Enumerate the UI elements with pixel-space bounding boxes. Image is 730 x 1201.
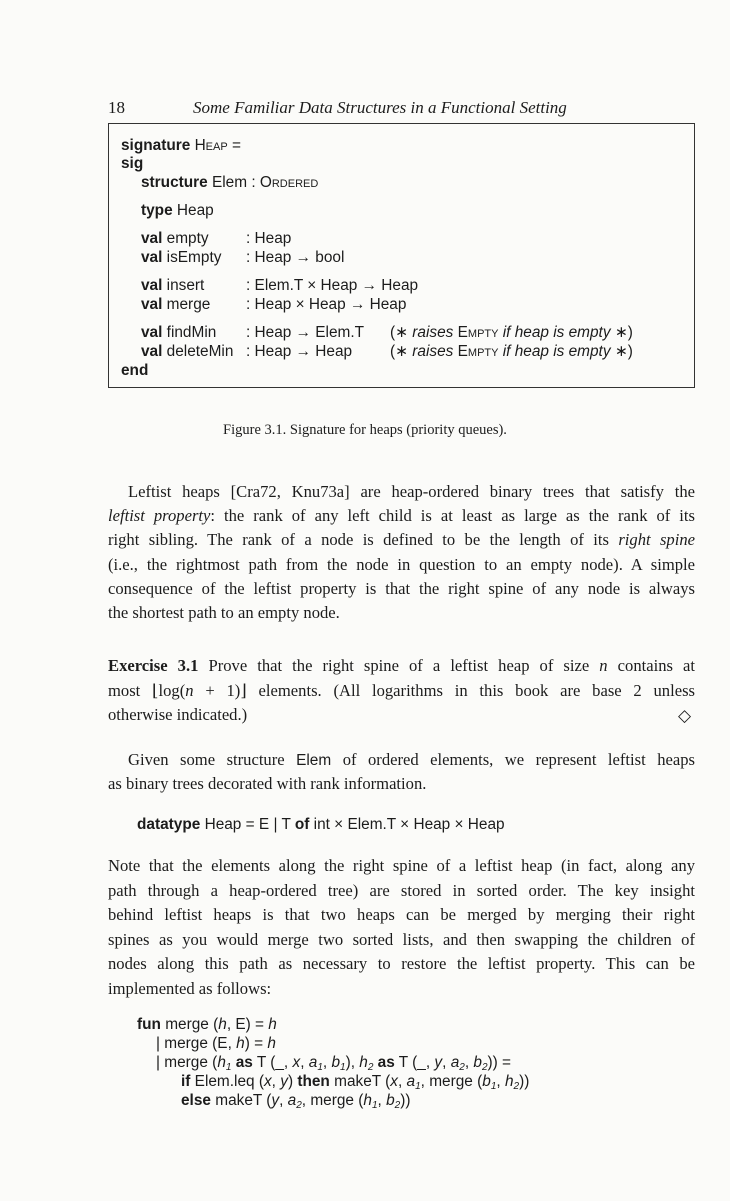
text-segment: raises (412, 324, 458, 341)
text-line (108, 705, 247, 725)
text-segment: signature (121, 137, 191, 154)
text-segment: a (287, 1092, 297, 1109)
text-segment: right spine (618, 530, 695, 549)
code-line (137, 1014, 277, 1034)
text-segment: contains at (607, 656, 695, 675)
text-segment: Elem : (207, 174, 260, 191)
text-segment: )) = (487, 1054, 512, 1071)
running-title: Some Familiar Data Structures in a Functional Setting (193, 98, 567, 117)
text-segment: nodes along this path as necessary to restore the leftist property. This can be (108, 954, 695, 973)
text-segment: 1 (225, 1062, 232, 1073)
text-segment: | merge (E, (156, 1035, 237, 1052)
text-segment: Exercise 3.1 (108, 656, 199, 675)
text-segment: int × Elem.T × Heap × Heap (309, 816, 505, 833)
text-segment: : Heap (246, 230, 292, 247)
code-line (246, 295, 406, 314)
text-segment: else (181, 1092, 211, 1109)
text-line (108, 530, 695, 550)
text-segment: the shortest path to an empty node. (108, 603, 340, 622)
text-segment: h (218, 1016, 227, 1033)
text-segment: : Heap × Heap → Heap (246, 296, 407, 313)
text-segment: end (121, 362, 149, 379)
text-segment: , (377, 1092, 387, 1109)
text-segment: n (185, 681, 194, 700)
text-segment: as (377, 1054, 395, 1071)
text-line (108, 881, 695, 900)
text-segment: val (141, 249, 163, 266)
text-segment: , (300, 1054, 309, 1071)
text-segment: Heap (172, 202, 214, 219)
text-segment: = (227, 137, 241, 154)
code-line (246, 323, 364, 342)
code-line (121, 154, 143, 173)
code-line (156, 1033, 276, 1053)
text-segment: b (482, 1073, 491, 1090)
text-segment: raises (412, 343, 458, 360)
text-line (108, 856, 695, 875)
text-segment: Given some structure (128, 750, 297, 769)
code-line (246, 229, 291, 248)
text-segment: ), (345, 1054, 360, 1071)
text-segment: y (271, 1092, 280, 1109)
text-segment: , (271, 1073, 281, 1090)
text-segment: T (_, (394, 1054, 435, 1071)
text-segment: h (363, 1092, 372, 1109)
text-segment: ) = (244, 1035, 268, 1052)
text-segment: h (504, 1073, 514, 1090)
text-segment: , (279, 1092, 288, 1109)
text-line (108, 905, 695, 924)
text-segment: Elem (296, 752, 332, 769)
text-segment: val (141, 343, 163, 360)
text-segment: deleteMin (162, 343, 234, 360)
text-segment: spines as you would merge two sorted lists, and then swapping the children of (108, 930, 695, 949)
text-segment: sig (121, 155, 144, 172)
text-segment: Empty (457, 343, 499, 360)
text-line (128, 750, 695, 771)
text-segment: 1 (371, 1100, 378, 1111)
text-segment: x (292, 1054, 301, 1071)
text-segment: isEmpty (162, 249, 222, 266)
text-segment: (∗ (390, 343, 413, 360)
text-segment: (i.e., the rightmost path from the node in question to an empty node). A simple (108, 555, 695, 574)
code-line (390, 323, 633, 342)
text-segment: n (599, 656, 608, 675)
text-segment: : Heap → Elem.T (246, 324, 365, 341)
text-segment: h (236, 1035, 245, 1052)
text-segment: behind leftist heaps is that two heaps can be merged by merging their right (108, 905, 695, 924)
text-segment: , E) = (226, 1016, 269, 1033)
page-number: 18 (108, 98, 125, 117)
text-segment: if (181, 1073, 191, 1090)
figure-signature-box (108, 123, 695, 388)
text-segment: structure (141, 174, 208, 191)
text-line (108, 603, 340, 623)
code-line (141, 323, 216, 342)
text-segment: Elem.leq ( (190, 1073, 264, 1090)
text-line (108, 656, 695, 676)
text-segment: x (263, 1073, 272, 1090)
code-line (246, 248, 344, 267)
text-segment: h (217, 1054, 226, 1071)
text-segment: 1 (490, 1081, 497, 1092)
text-segment: , merge ( (301, 1092, 364, 1109)
text-segment: as binary trees decorated with rank information. (108, 774, 427, 793)
text-segment: , (464, 1054, 474, 1071)
text-segment: Heap = E | T (200, 816, 295, 833)
text-segment: otherwise indicated.) (108, 705, 248, 724)
text-segment: 2 (513, 1081, 520, 1092)
code-line (181, 1090, 410, 1115)
text-line (108, 681, 695, 701)
text-segment: as (235, 1054, 253, 1071)
text-segment: 2 (394, 1100, 401, 1111)
text-segment: , (496, 1073, 505, 1090)
text-segment: h (359, 1054, 368, 1071)
code-line (141, 229, 209, 248)
text-segment: Ordered (259, 174, 319, 191)
text-line (108, 506, 695, 526)
text-segment: 1 (317, 1062, 323, 1073)
text-segment: insert (162, 277, 205, 294)
text-segment: most ⌊log( (108, 681, 186, 700)
code-line (141, 248, 221, 267)
text-segment: val (141, 230, 163, 247)
text-segment: b (331, 1054, 340, 1071)
text-segment: ∗) (610, 343, 633, 360)
code-line (141, 276, 204, 295)
text-segment: makeT ( (210, 1092, 272, 1109)
text-segment: findMin (162, 324, 217, 341)
text-segment: makeT ( (329, 1073, 391, 1090)
text-segment: if heap is empty (498, 324, 611, 341)
text-segment: )) (400, 1092, 411, 1109)
text-line (108, 930, 695, 949)
text-segment: type (141, 202, 173, 219)
text-segment: h (268, 1016, 277, 1033)
text-segment: Prove that the right spine of a leftist heap of size (198, 656, 600, 675)
text-segment: x (390, 1073, 398, 1090)
text-line (108, 774, 426, 794)
text-segment: a (450, 1054, 460, 1071)
text-segment: Note that the elements along the right spine of a leftist heap (in fact, along any (108, 856, 695, 875)
text-segment: if heap is empty (498, 343, 611, 360)
text-segment: 2 (367, 1062, 374, 1073)
code-line (141, 173, 318, 192)
text-segment: (∗ (390, 324, 413, 341)
end-of-exercise-symbol: ◇ (678, 706, 692, 725)
text-segment: val (141, 324, 163, 341)
text-segment: y (280, 1073, 288, 1090)
text-segment: of ordered elements, we represent leftist heaps (331, 750, 695, 769)
text-segment: : Heap → Heap (246, 343, 353, 360)
text-segment: Empty (457, 324, 499, 341)
text-segment: : Elem.T × Heap → Heap (246, 277, 419, 294)
code-line (121, 136, 241, 155)
text-segment: consequence of the leftist property is that the right spine of any node is always (108, 579, 695, 598)
text-segment: datatype (137, 816, 201, 833)
code-line (141, 342, 233, 361)
text-segment: val (141, 277, 163, 294)
text-segment: 1 (340, 1062, 346, 1073)
code-line (390, 342, 633, 361)
text-segment: empty (162, 230, 209, 247)
text-segment: , (397, 1073, 407, 1090)
text-segment: val (141, 296, 163, 313)
text-segment: , merge ( (420, 1073, 483, 1090)
text-segment: a (406, 1073, 416, 1090)
text-segment: right sibling. The rank of a node is defined to be the length of its (108, 530, 619, 549)
text-segment: 2 (296, 1100, 302, 1111)
text-segment: + 1)⌋ elements. (All logarithms in this book are base 2 unless (193, 681, 695, 700)
text-line (108, 555, 695, 575)
text-segment: leftist property (108, 506, 211, 525)
text-segment: b (386, 1092, 395, 1109)
code-line (246, 276, 418, 295)
figure-caption: Figure 3.1. Signature for heaps (priority queues). (223, 422, 507, 438)
text-segment: b (473, 1054, 482, 1071)
text-segment: : the rank of any left child is at least as large as the rank of its (210, 506, 695, 525)
text-segment: 1 (415, 1081, 421, 1092)
text-segment: fun (137, 1016, 161, 1033)
text-segment: then (297, 1073, 330, 1090)
text-line (108, 954, 695, 973)
text-segment: 2 (481, 1062, 488, 1073)
code-line (246, 342, 352, 361)
text-segment: )) (519, 1073, 530, 1090)
text-segment: y (434, 1054, 443, 1071)
text-line (108, 979, 271, 998)
code-line (141, 295, 210, 314)
text-segment: of (294, 816, 310, 833)
text-line (108, 579, 695, 599)
text-segment: h (267, 1035, 276, 1052)
text-segment: : Heap → bool (246, 249, 345, 266)
code-line (121, 361, 148, 380)
code-line (141, 201, 214, 220)
text-segment: Leftist heaps [Cra72, Knu73a] are heap-ordered binary trees that satisfy the (128, 482, 695, 501)
text-segment: , (442, 1054, 451, 1071)
text-segment: ) (287, 1073, 298, 1090)
text-segment: | merge ( (156, 1054, 218, 1071)
text-segment: , (322, 1054, 332, 1071)
text-segment: Heap (194, 137, 228, 154)
text-segment: path through a heap-ordered tree) are stored in sorted order. The key insight (108, 881, 695, 900)
text-segment: merge ( (160, 1016, 219, 1033)
text-segment: merge (162, 296, 211, 313)
text-line (137, 814, 505, 834)
text-segment: implemented as follows: (108, 979, 272, 998)
text-segment: a (308, 1054, 318, 1071)
text-line (128, 482, 695, 502)
text-segment: T (_, (252, 1054, 293, 1071)
text-segment: ∗) (610, 324, 633, 341)
text-segment: 2 (459, 1062, 465, 1073)
